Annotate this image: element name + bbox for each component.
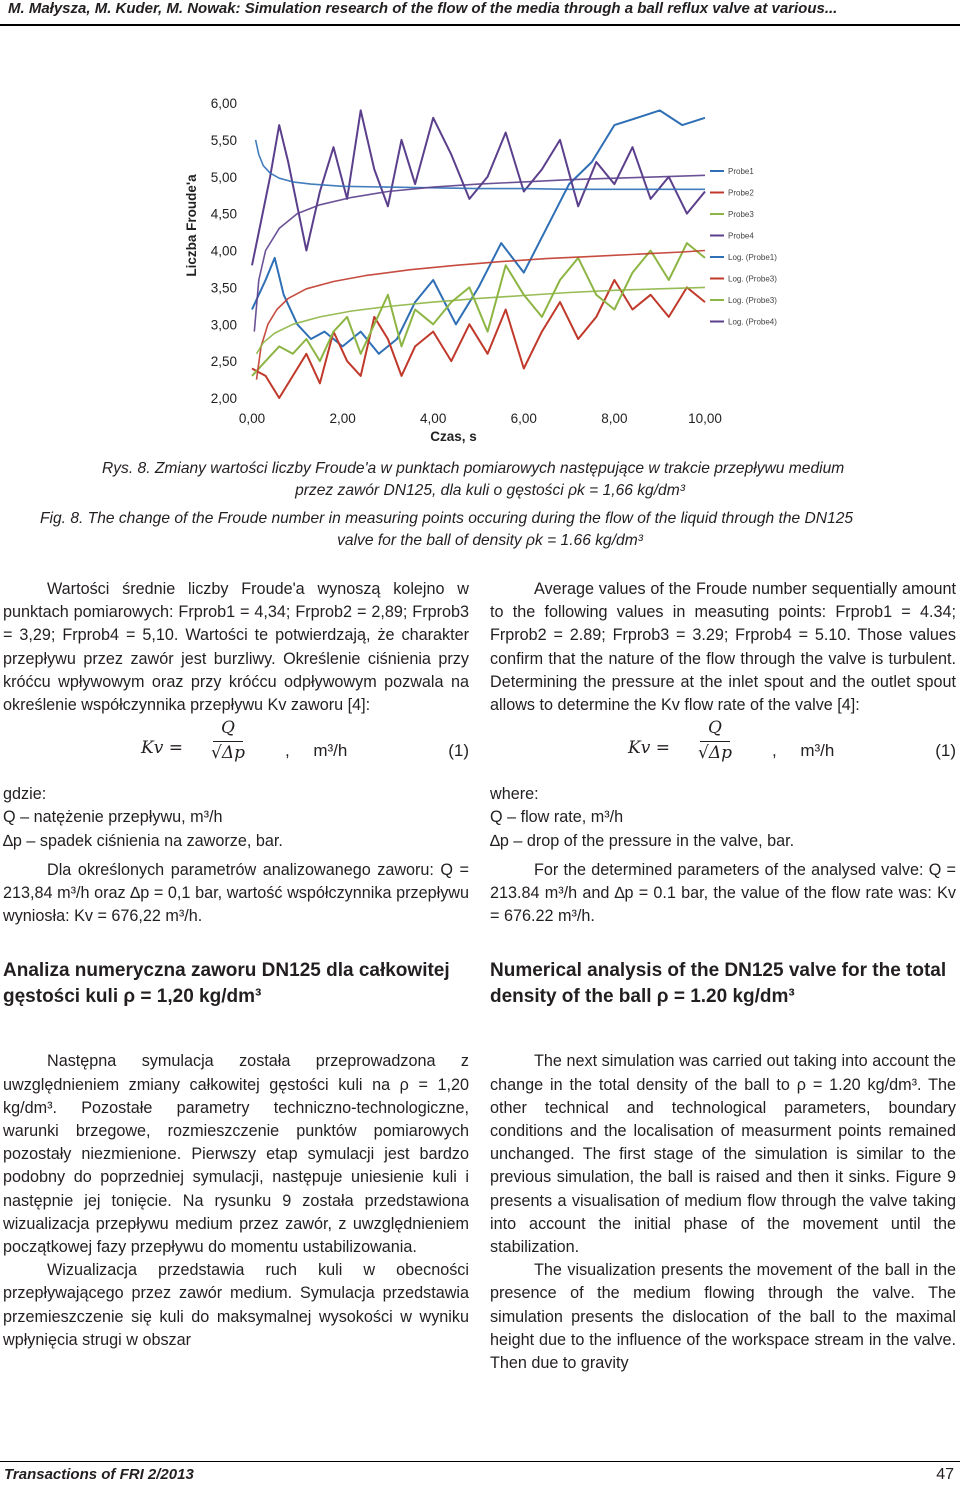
formula-unit xyxy=(772,739,834,762)
x-tick-label: 10,00 xyxy=(688,411,722,426)
definition-q: Q – flow rate, m³/h xyxy=(490,808,624,827)
definition-dp: ∆p – drop of the pressure in the valve, bar. xyxy=(490,831,795,850)
y-tick-label: 3,50 xyxy=(210,280,237,296)
legend-entry: Log. (Probe4) xyxy=(728,317,777,327)
legend-entry: Probe3 xyxy=(728,210,754,219)
formula-unit-text: m³/h xyxy=(800,741,835,761)
left-column-polish xyxy=(3,578,469,1352)
caption-en-line2: valve for the ball of density ρk = 1.66 kg/dm³ xyxy=(337,532,643,549)
y-tick-label: 6,00 xyxy=(210,96,237,111)
equation-number: (1) xyxy=(448,741,469,761)
where-label: gdzie: xyxy=(3,785,47,804)
paragraph-kv-result-en: For the determined parameters of the analysed valve: Q = 213.84 m³/h and ∆p = 0.1 bar, the value of the flow rate was: Kv = 676.22 m³/h. xyxy=(490,860,956,926)
formula-unit xyxy=(285,739,347,762)
formula-comma: , xyxy=(285,741,290,761)
header-rule xyxy=(0,24,960,26)
x-tick-label: 4,00 xyxy=(420,411,447,426)
legend-entry: Log. (Probe3) xyxy=(728,296,777,305)
kv-formula-pl xyxy=(3,717,469,783)
formula-numerator: Q xyxy=(221,718,235,739)
figure-caption-en xyxy=(40,508,940,552)
formula-denominator: √Δp xyxy=(698,743,732,764)
caption-en-line1: Fig. 8. The change of the Froude number in measuring points occuring during the flow of the liquid through the DN125 xyxy=(40,510,854,527)
paragraph-simulation-pl: Następna symulacja została przeprowadzona z uwzględnieniem zmiany całkowitej gęstości kuli na ρ = 1,20 kg/dm³. Pozostałe parametry techniczno-technologiczne, warunki brzegowe, rozmieszczenie punktów pomiarowych pozostały niezmienione. Pierwszy etap symulacji jest bardzo podobny do poprzedniej symulacji, następuje uniesienie kuli i następnie jej tonięcie. Na rysunku 9 została przedstawiona wizualizacja przepływu medium przez zawór, z uwzględnieniem początkowej fazy przepływu do momentu ustabilizowania. xyxy=(3,1052,469,1257)
formula-unit-text: m³/h xyxy=(313,741,348,761)
x-tick-label: 2,00 xyxy=(329,411,356,426)
journal-name: Transactions of FRI 2/2013 xyxy=(4,1466,194,1483)
formula-denominator: √Δp xyxy=(211,743,245,764)
formula-comma: , xyxy=(772,741,777,761)
section-title-pl: Analiza numeryczna zaworu DN125 dla całkowitej gęstości kuli ρ = 1,20 kg/dm³ xyxy=(3,960,450,1008)
y-tick-label: 3,00 xyxy=(210,317,237,333)
y-tick-label: 5,50 xyxy=(210,132,237,148)
formula-fraction xyxy=(211,717,245,765)
x-tick-label: 0,00 xyxy=(238,411,266,426)
kv-formula-en xyxy=(490,717,956,783)
running-header: M. Małysza, M. Kuder, M. Nowak: Simulation research of the flow of the media through a ball reflux valve at various... xyxy=(8,0,838,17)
paragraph-mean-values-en: Average values of the Froude number sequentially amount to the following values in measuting points: Frprob1 = 4.34; Frprob2 = 2.89; Frprob3 = 3.29; Frprob4 = 5.10. Those values confirm that the nature of the flow through the valve is turbulent. Determining the pressure at the inlet spout and the outlet spout allows to determine the Kv flow rate of the valve [4]: xyxy=(490,580,956,715)
where-label: where: xyxy=(490,785,539,804)
y-tick-label: 4,50 xyxy=(210,206,237,222)
paragraph-kv-result-pl: Dla określonych parametrów analizowanego zaworu: Q = 213,84 m³/h oraz ∆p = 0,1 bar, wartość współczynnika przepływu wyniosła: Kv = 676,22 m³/h. xyxy=(3,860,469,926)
definition-dp: ∆p – spadek ciśnienia na zaworze, bar. xyxy=(3,831,283,850)
footer-rule xyxy=(0,1461,960,1462)
page-number: 47 xyxy=(936,1466,954,1483)
caption-pl-line2: przez zawór DN125, dla kuli o gęstości ρk = 1,66 kg/dm³ xyxy=(295,482,685,499)
legend-entry: Log. (Probe3) xyxy=(728,274,777,284)
paragraph-mean-values-pl: Wartości średnie liczby Froude'a wynoszą kolejno w punktach pomiarowych: Frprob1 = 4,34; Frprob2 = 2,89; Frprob3 = 3,29; Frprob4 = 5,10. Wartości te potwierdzają, że charakter przepływu przez zawór jest burzliwy. Określenie ciśnienia przy króćcu wpływowym oraz przy króćcu odpływowym pozwala na określenie współczynnika przepływu Kv zaworu [4]: xyxy=(3,580,469,715)
y-tick-label: 4,00 xyxy=(210,243,237,259)
formula-fraction xyxy=(698,717,732,765)
legend-entry: Probe4 xyxy=(728,231,754,241)
paragraph-visualization-pl: Wizualizacja przedstawia ruch kuli w obecności przepływającego przez zawór medium. Symulacja przedstawia przemieszczenie się kuli do maksymalnej wysokości w wyniku wpłynięcia strugi w obszar xyxy=(3,1261,469,1349)
froude-number-chart xyxy=(180,78,780,448)
x-axis-label: Czas, s xyxy=(430,429,477,444)
y-tick-label: 5,00 xyxy=(210,169,237,185)
formula-numerator: Q xyxy=(708,718,722,739)
y-tick-label: 2,50 xyxy=(210,354,237,370)
right-column-english xyxy=(490,578,956,1375)
section-title-en: Numerical analysis of the DN125 valve for the total density of the ball ρ = 1.20 kg/dm³ xyxy=(490,960,947,1008)
y-tick-label: 2,00 xyxy=(210,391,237,406)
x-tick-label: 6,00 xyxy=(510,411,537,426)
legend-entry: Probe1 xyxy=(728,167,754,176)
paragraph-simulation-en: The next simulation was carried out taking into account the change in the total density of the ball to ρ = 1.20 kg/dm³. The other technical and technological parameters, boundary conditions and the localisation of measurment points remained unchanged. The first stage of the simulation is similar to the previous simulation, the ball is raised and then it sinks. Figure 9 presents a visualisation of medium flow through the valve taking into account the initial phase of the movement until the stabilization. xyxy=(490,1052,956,1257)
legend-entry: Probe2 xyxy=(728,188,754,198)
chart-plot-area xyxy=(184,96,777,444)
figure-caption-pl xyxy=(40,458,940,502)
formula-lhs: Kv = xyxy=(628,738,670,759)
y-axis-label: Liczba Froude'a xyxy=(184,174,199,277)
paragraph-visualization-en: The visualization presents the movement of the ball in the presence of the medium flowing through the valve. The simulation presents the dislocation of the ball to the maximal height due to the influence of the workspace stream in the valve. Then due to gravity xyxy=(490,1261,956,1373)
definition-q: Q – natężenie przepływu, m³/h xyxy=(3,808,223,827)
equation-number: (1) xyxy=(935,741,956,761)
formula-lhs: Kv = xyxy=(141,738,183,759)
x-tick-label: 8,00 xyxy=(601,411,628,426)
legend-entry: Log. (Probe1) xyxy=(728,253,777,262)
caption-pl-line1: Rys. 8. Zmiany wartości liczby Froude'a w punktach pomiarowych następujące w trakcie przepływu medium xyxy=(102,460,845,477)
